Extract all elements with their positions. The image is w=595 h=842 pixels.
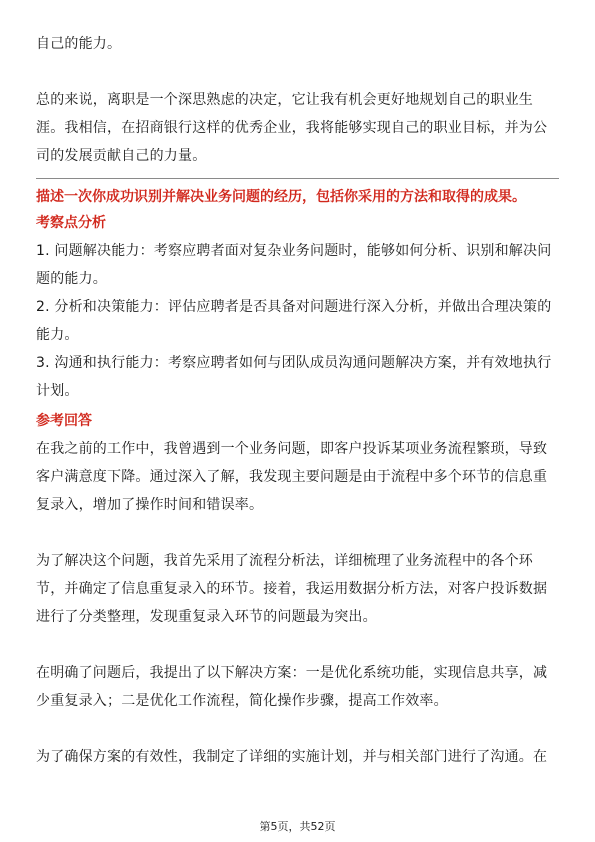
analysis-title: 考察点分析 (36, 215, 106, 231)
analysis-item: 1. 问题解决能力：考察应聘者面对复杂业务问题时，能够如何分析、识别和解决问题的能力。 (36, 243, 552, 287)
spacer (36, 519, 559, 547)
analysis-item: 2. 分析和决策能力：评估应聘者是否具备对问题进行深入分析，并做出合理决策的能力。 (36, 299, 552, 343)
question-heading: 描述一次你成功识别并解决业务问题的经历，包括你采用的方法和取得的成果。 (36, 189, 526, 205)
spacer (36, 631, 559, 659)
answer-paragraph: 在明确了问题后，我提出了以下解决方案：一是优化系统功能，实现信息共享，减少重复录入；二是优化工作流程，简化操作步骤，提高工作效率。 (36, 665, 548, 709)
section-divider (36, 178, 559, 179)
analysis-item: 3. 沟通和执行能力：考察应聘者如何与团队成员沟通问题解决方案，并有效地执行计划。 (36, 355, 552, 399)
intro-tail: 自己的能力。 (36, 36, 122, 52)
answer-paragraph: 为了解决这个问题，我首先采用了流程分析法，详细梳理了业务流程中的各个环节，并确定了信息重复录入的环节。接着，我运用数据分析方法，对客户投诉数据进行了分类整理，发现重复录入环节的问题最为突出。 (36, 553, 548, 625)
answer-paragraph: 为了确保方案的有效性，我制定了详细的实施计划，并与相关部门进行了沟通。在 (36, 749, 548, 765)
answer-paragraph: 在我之前的工作中，我曾遇到一个业务问题，即客户投诉某项业务流程繁琐，导致客户满意度下降。通过深入了解，我发现主要问题是由于流程中多个环节的信息重复录入，增加了操作时间和错误率。 (36, 441, 548, 513)
conclusion-paragraph: 总的来说，离职是一个深思熟虑的决定，它让我有机会更好地规划自己的职业生涯。我相信，在招商银行这样的优秀企业，我将能够实现自己的职业目标，并为公司的发展贡献自己的力量。 (36, 92, 548, 164)
spacer (36, 58, 559, 86)
answer-title: 参考回答 (36, 413, 92, 429)
page-number: 第5页，共52页 (259, 820, 336, 833)
spacer (36, 715, 559, 743)
document-page (36, 30, 559, 771)
